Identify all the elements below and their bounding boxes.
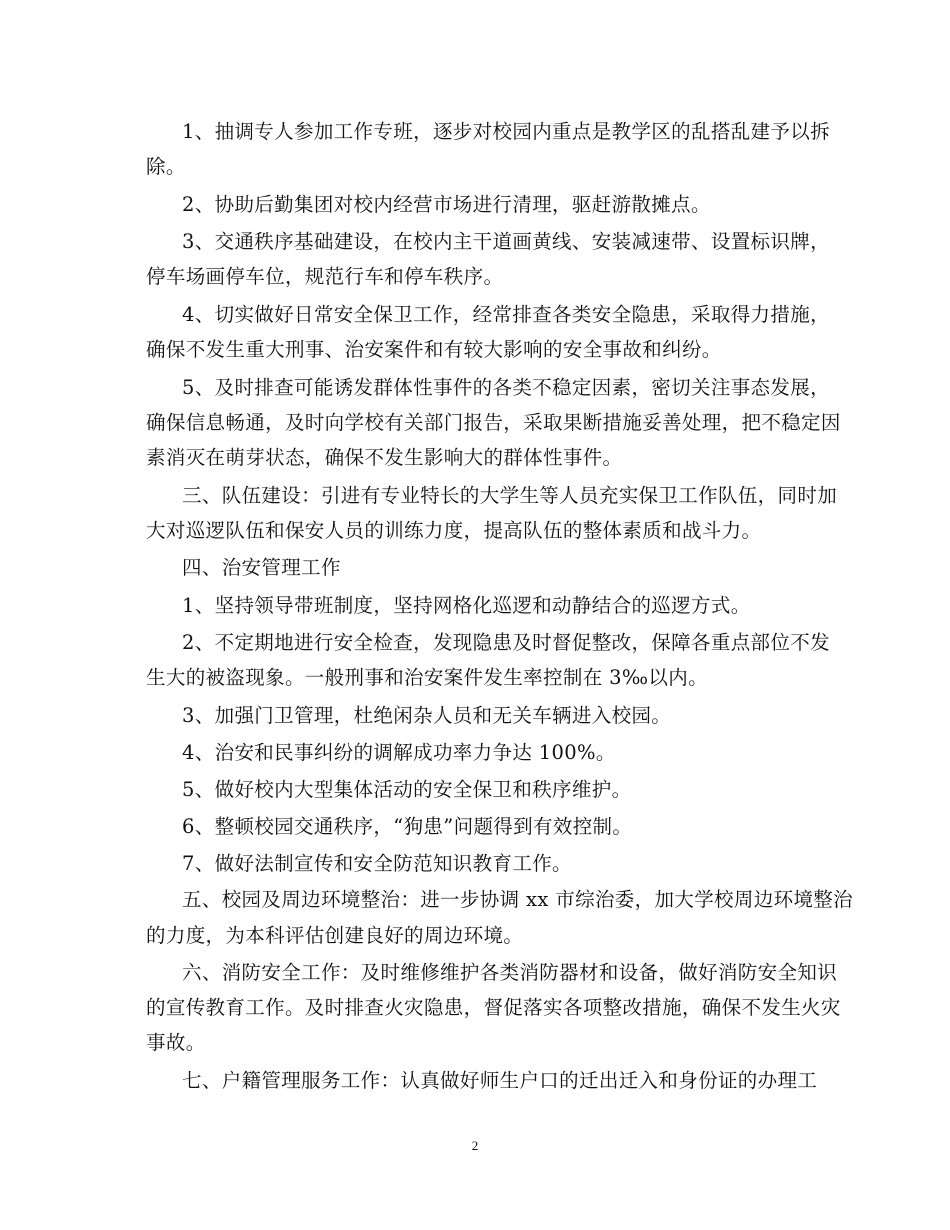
- text-line: 4、切实做好日常安全保卫工作，经常排查各类安全隐患，采取得力措施，: [182, 303, 830, 326]
- text-line: 大对巡逻队伍和保安人员的训练力度，提高队伍的整体素质和战斗力。: [146, 519, 762, 542]
- text-line: 确保信息畅通，及时向学校有关部门报告，采取果断措施妥善处理，把不稳定因: [146, 411, 841, 434]
- text-line: 素消灭在萌芽状态，确保不发生影响大的群体性事件。: [146, 446, 623, 469]
- text-line: 的力度，为本科评估创建良好的周边环境。: [146, 924, 524, 947]
- text-line: 1、坚持领导带班制度，坚持网格化巡逻和动静结合的巡逻方式。: [182, 594, 751, 617]
- text-line: 确保不发生重大刑事、治安案件和有较大影响的安全事故和纠纷。: [146, 338, 722, 361]
- text-line: 5、做好校内大型集体活动的安全保卫和秩序维护。: [182, 778, 632, 801]
- text-line: 七、户籍管理服务工作：认真做好师生户口的迁出迁入和身份证的办理工: [182, 1069, 818, 1092]
- text-line: 六、消防安全工作：及时维修维护各类消防器材和设备，做好消防安全知识: [182, 961, 838, 984]
- text-line: 的宣传教育工作。及时排查火灾隐患，督促落实各项整改措施，确保不发生火灾: [146, 996, 841, 1019]
- text-line: 6、整顿校园交通秩序，“狗患”问题得到有效控制。: [182, 815, 633, 838]
- text-line: 7、做好法制宣传和安全防范知识教育工作。: [182, 852, 572, 875]
- text-line: 3、交通秩序基础建设，在校内主干道画黄线、安装减速带、设置标识牌，: [182, 230, 830, 253]
- text-line: 生大的被盗现象。一般刑事和治安案件发生率控制在 3‰以内。: [146, 666, 708, 689]
- text-line: 三、队伍建设：引进有专业特长的大学生等人员充实保卫工作队伍，同时加: [182, 484, 838, 507]
- text-line: 事故。: [146, 1031, 206, 1054]
- section-heading: 四、治安管理工作: [182, 556, 341, 579]
- text-line: 除。: [146, 155, 186, 178]
- text-line: 4、治安和民事纠纷的调解成功率力争达 100%。: [182, 741, 616, 764]
- text-line: 2、不定期地进行安全检查，发现隐患及时督促整改，保障各重点部位不发: [182, 631, 830, 654]
- text-line: 停车场画停车位，规范行车和停车秩序。: [146, 265, 504, 288]
- text-line: 2、协助后勤集团对校内经营市场进行清理，驱赶游散摊点。: [182, 193, 711, 216]
- text-line: 1、抽调专人参加工作专班，逐步对校园内重点是教学区的乱搭乱建予以拆: [182, 120, 830, 143]
- text-line: 五、校园及周边环境整治：进一步协调 xx 市综治委，加大学校周边环境整治: [182, 888, 853, 911]
- text-line: 5、及时排查可能诱发群体性事件的各类不稳定因素，密切关注事态发展，: [182, 376, 830, 399]
- page-number: 2: [471, 1138, 479, 1153]
- text-line: 3、加强门卫管理，杜绝闲杂人员和无关车辆进入校园。: [182, 704, 672, 727]
